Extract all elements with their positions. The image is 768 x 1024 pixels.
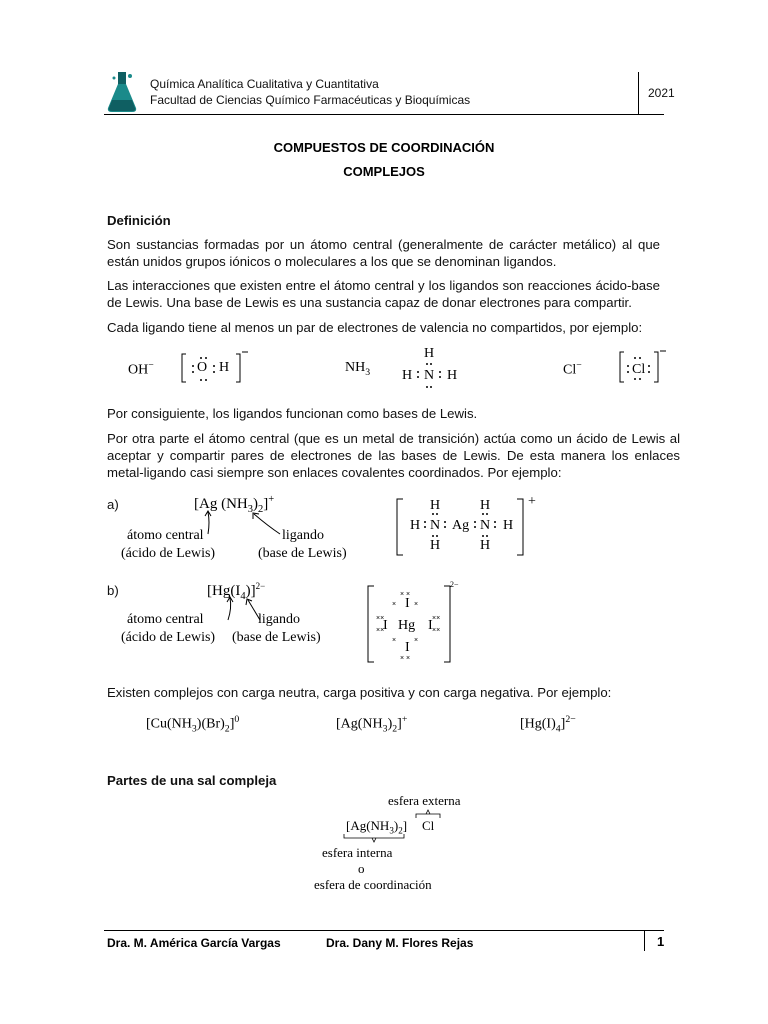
paragraph-ligand-pairs: Cada ligando tiene al menos un par de electrones de valencia no compartidos, por ejemplo: (107, 320, 643, 335)
footer-author-2: Dra. Dany M. Flores Rejas (326, 936, 474, 950)
svg-text:×: × (400, 655, 405, 662)
complex-negative (520, 714, 576, 734)
c1-mid: )(Br) (196, 716, 225, 732)
nh3-lewis-h-left: H (402, 368, 413, 383)
c3-sup: 2− (565, 714, 576, 725)
hg-lewis-i-left: I (383, 618, 388, 633)
svg-text:××: ×× (432, 615, 441, 622)
sal-formula-sub: 3 (389, 825, 394, 836)
paragraph-central-atom: Por otra parte el átomo central (que es un metal de transición) actúa como un ácido de Lewis al aceptar y compartir pares de electrones de las bases de Lewis. De esta manera los enlaces metal-ligando casi siempre son enlaces covalentes coordinados. Por ejemplo: (107, 431, 680, 480)
complex-neutral (146, 714, 239, 734)
hg-lewis-i-bottom: I (405, 640, 410, 655)
svg-text:××: ×× (432, 627, 441, 634)
sal-formula-sub2: 2 (398, 825, 403, 836)
b-charge: 2− (255, 581, 266, 591)
a-formula-sub2: 2 (258, 504, 264, 515)
b-acido-lewis: (ácido de Lewis) (121, 630, 216, 645)
footer-author-1: Dra. M. América García Vargas (107, 936, 281, 950)
paragraph-ligands-bases: Por consiguiente, los ligandos funcionan como bases de Lewis. (107, 406, 478, 421)
paragraph-interactions: Las interacciones que existen entre el átomo central y los ligandos son reacciones ácido-base de Lewis. Una base de Lewis es una sustancia capaz de donar electrones para compartir. (107, 278, 660, 310)
sal-esfera-coordinacion: esfera de coordinación (314, 877, 432, 892)
svg-text:×: × (400, 591, 405, 598)
page-subtitle: COMPLEJOS (343, 164, 425, 179)
example-b-label: b) (107, 583, 119, 598)
header-rule (104, 114, 664, 115)
c2-mid: ) (387, 716, 393, 732)
ag-lewis-h1-bottom: H (430, 538, 441, 553)
b-base-lewis: (base de Lewis) (232, 630, 321, 645)
a-formula-close: ] (263, 496, 269, 512)
svg-text:×: × (406, 655, 411, 662)
ag-lewis-n2: N (480, 518, 491, 533)
header-year: 2021 (648, 86, 675, 100)
hg-complex-bracket (366, 582, 466, 666)
a-base-lewis: (base de Lewis) (258, 546, 347, 561)
oh-charge: − (148, 360, 154, 371)
b-formula-sub: 4 (240, 591, 246, 602)
sal-formula (346, 818, 407, 836)
nh3-lewis-n: N (424, 368, 435, 383)
cl-lewis-cl: Cl (632, 362, 646, 377)
cl-charge: − (576, 360, 582, 371)
nh3-subscript: 3 (365, 366, 371, 378)
ag-lewis-n1: N (430, 518, 441, 533)
ag-lewis-ag: Ag (452, 518, 470, 533)
svg-text:×: × (414, 637, 419, 644)
paragraph-charges: Existen complejos con carga neutra, carga positiva y con carga negativa. Por ejemplo: (107, 685, 612, 700)
nh3-formula (345, 360, 370, 378)
sal-o: o (358, 861, 365, 876)
a-acido-lewis: (ácido de Lewis) (121, 546, 216, 561)
hg-lewis-hg: Hg (398, 618, 416, 633)
cl-formula (563, 360, 582, 379)
header-divider-vertical (638, 72, 639, 114)
b-formula-pre: [Hg(I (207, 583, 241, 599)
header-course-title: Química Analítica Cualitativa y Cuantitativa (150, 77, 379, 91)
sal-esfera-externa: esfera externa (388, 793, 461, 808)
a-charge: + (268, 494, 275, 505)
sal-esfera-interna: esfera interna (322, 845, 393, 860)
oh-lewis-h: H (219, 360, 230, 375)
ag-lewis-h2-right: H (503, 518, 514, 533)
svg-text:××: ×× (376, 615, 385, 622)
oh-lewis-structure (180, 350, 250, 386)
b-atomo-central: átomo central (127, 612, 204, 627)
svg-text:×: × (392, 601, 397, 608)
hg-lewis-i-top: I (405, 596, 410, 611)
nh3-label: NH (345, 360, 366, 375)
hg-charge: 2− (450, 580, 459, 589)
nh3-lewis-h-top: H (424, 346, 435, 361)
paragraph-definition: Son sustancias formadas por un átomo central (generalmente de carácter metálico) al que están unidos grupos iónicos o moleculares a los que se denominan ligandos. (107, 237, 660, 269)
nh3-electron-dots (400, 358, 460, 392)
ag-lewis-h2-top: H (480, 498, 491, 513)
c1-end: ] (229, 716, 235, 732)
ag-lewis-h1-top: H (430, 498, 441, 513)
sal-cl: Cl (422, 818, 435, 833)
b-formula-close: )] (245, 583, 256, 599)
sal-formula-pre: [Ag(NH (346, 818, 390, 833)
ag-lewis-h2-bottom: H (480, 538, 491, 553)
c3-pre: [Hg(I) (520, 716, 556, 732)
c2-end: ] (397, 716, 402, 732)
oh-formula (128, 360, 154, 379)
svg-text:×: × (392, 637, 397, 644)
ag-lewis-h1-left: H (410, 518, 421, 533)
c1-sub2: 2 (224, 723, 230, 735)
b-ligando: ligando (258, 612, 300, 627)
section-heading-partes: Partes de una sal compleja (107, 773, 277, 788)
c1-sup: 0 (234, 714, 240, 725)
example-a-label: a) (107, 497, 119, 512)
cl-label: Cl (563, 362, 577, 378)
complex-positive (336, 714, 407, 734)
c1-sub: 3 (191, 723, 197, 735)
c2-sub: 3 (382, 723, 388, 735)
hg-lewis-i-right: I (428, 618, 433, 633)
svg-text:×: × (406, 591, 411, 598)
a-formula-sub: 3 (247, 504, 253, 515)
ag-charge: + (528, 494, 536, 509)
footer-page-number: 1 (657, 934, 665, 949)
header-faculty: Facultad de Ciencias Químico Farmacéuticas y Bioquímicas (150, 93, 471, 107)
nh3-lewis-h-right: H (447, 368, 458, 383)
footer-page-divider (644, 931, 645, 951)
c2-sup: + (401, 714, 408, 725)
a-atomo-central: átomo central (127, 528, 204, 543)
ligand-lewis-row (0, 340, 768, 392)
flask-logo-icon (104, 70, 140, 114)
page-title: COMPUESTOS DE COORDINACIÓN (273, 140, 495, 155)
a-formula-pre: [Ag (NH (194, 496, 248, 512)
oh-label: OH (128, 362, 149, 378)
c1-pre: [Cu(NH (146, 716, 192, 732)
a-formula-post: ) (253, 496, 258, 512)
oh-lewis-o: O (197, 360, 208, 375)
c3-end: ] (560, 716, 566, 732)
section-heading-definicion: Definición (107, 213, 171, 228)
svg-text:××: ×× (376, 627, 385, 634)
header (0, 0, 768, 120)
sal-formula-close: ] (402, 818, 408, 833)
footer-rule (104, 930, 664, 931)
c2-sub2: 2 (392, 723, 398, 735)
svg-text:×: × (414, 601, 419, 608)
c3-sub: 4 (555, 723, 561, 735)
sal-formula-post: ) (393, 818, 399, 833)
c2-pre: [Ag(NH (336, 716, 383, 732)
a-ligando: ligando (282, 528, 324, 543)
